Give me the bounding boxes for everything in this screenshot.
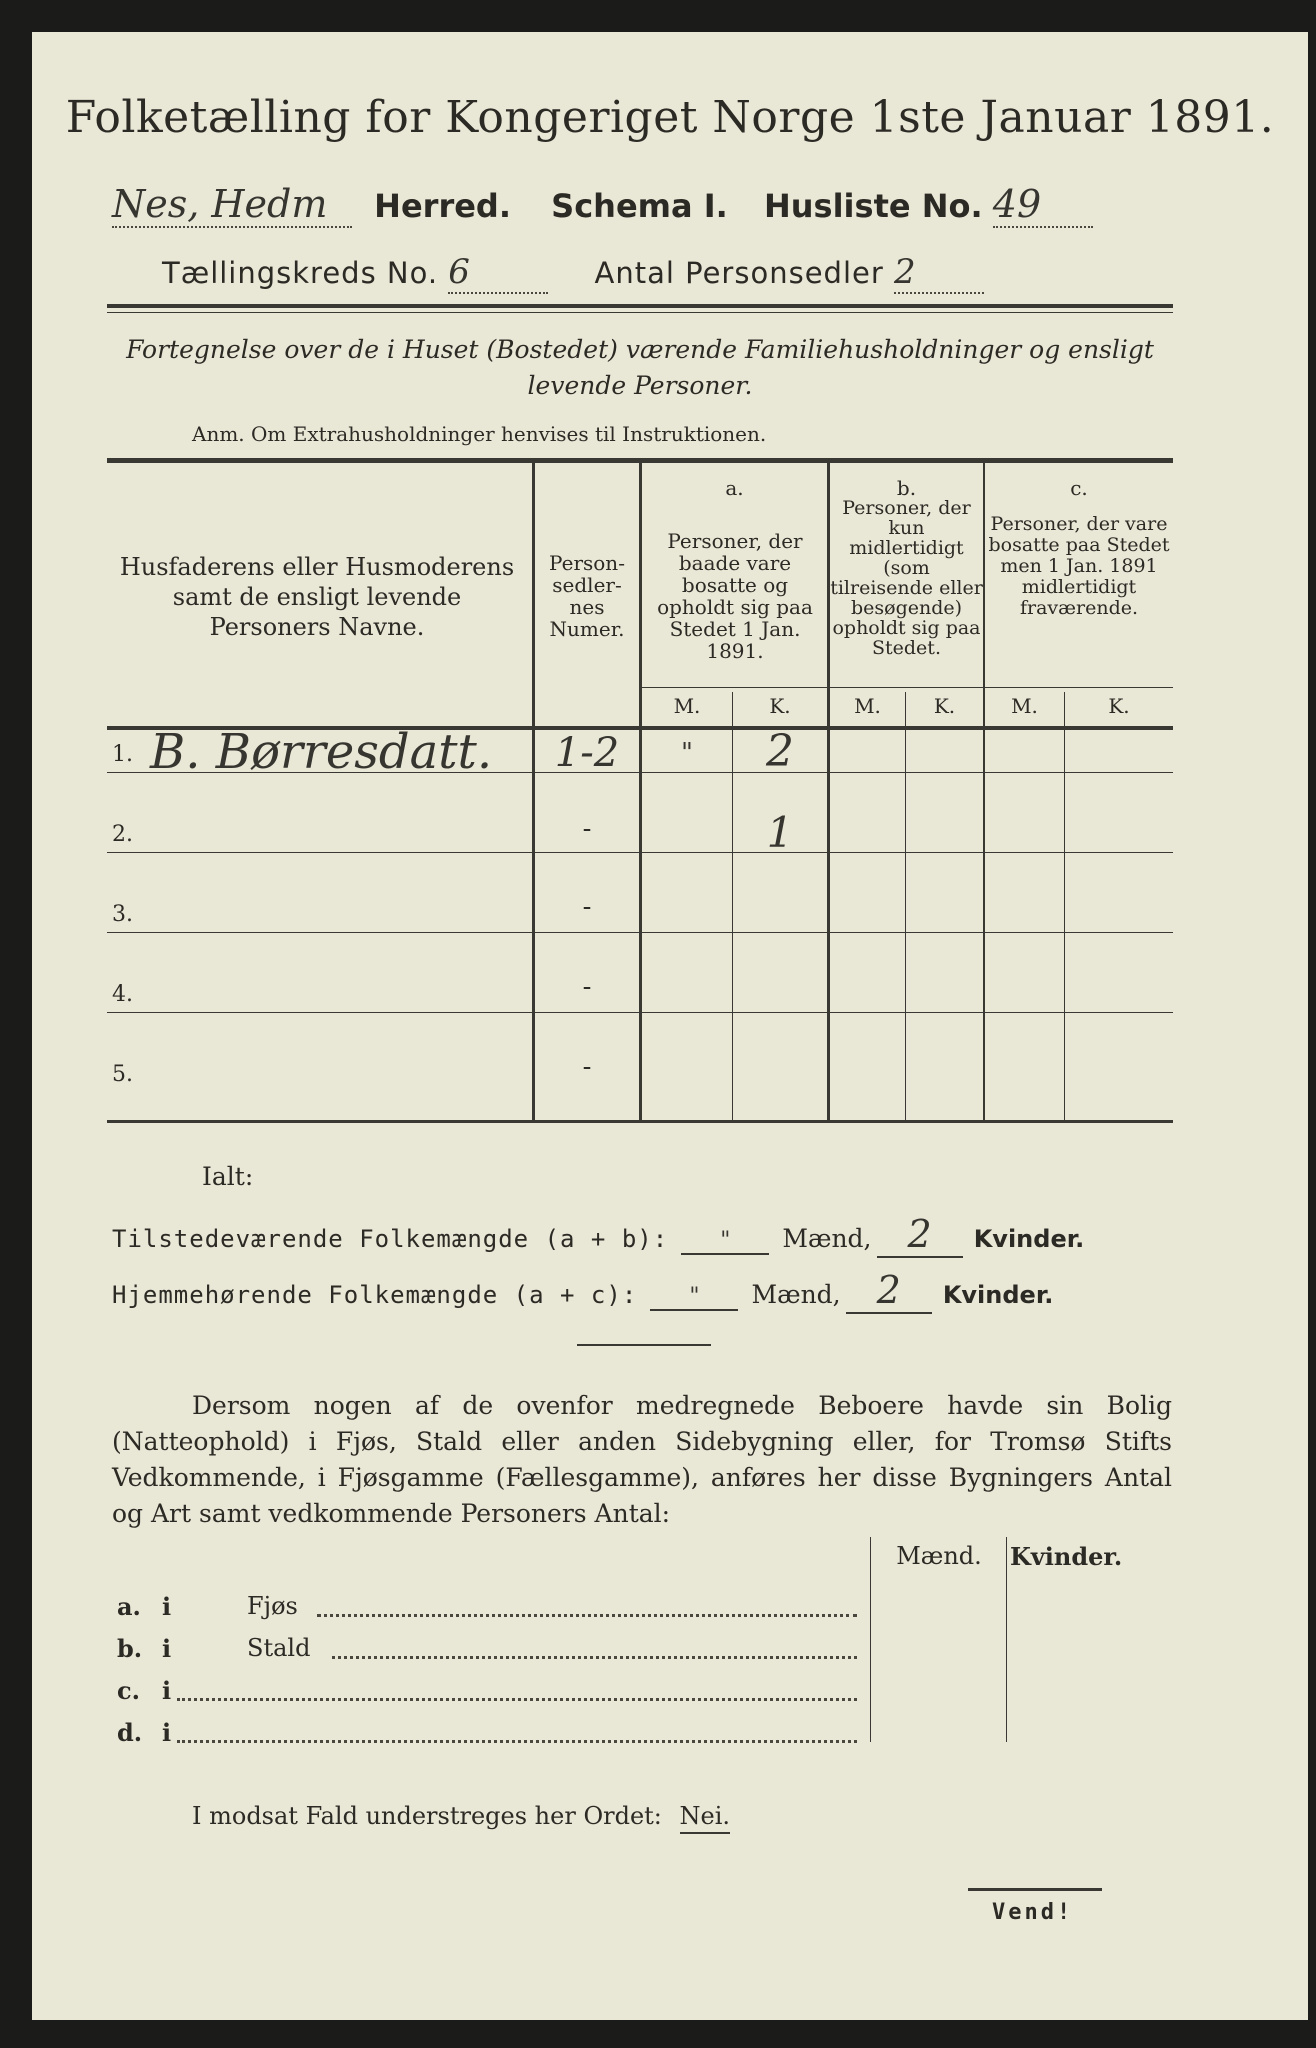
hjemme-label: Hjemmehørende Folkemængde (a + c): — [112, 1281, 638, 1309]
personsedler-label: Antal Personsedler — [594, 256, 884, 290]
item-c-prefix: i — [162, 1676, 172, 1705]
item-a-text: Fjøs — [247, 1592, 298, 1620]
col-sep-1 — [532, 463, 535, 1120]
hjemme-m: " — [650, 1284, 738, 1311]
row-line-4 — [107, 1012, 1173, 1013]
intro-text: Fortegnelse over de i Huset (Bostedet) værende Familiehusholdninger og ensligt levende Personer. — [126, 335, 1154, 400]
mk-sep-c — [1064, 692, 1065, 1120]
hjemme-maend: Mænd, — [751, 1280, 841, 1309]
row-4-numer: - — [582, 972, 592, 1002]
item-c-leader — [177, 1698, 857, 1701]
col-sep-4 — [983, 463, 985, 1120]
sub-b-k: K. — [933, 694, 956, 718]
row-3-num: 3. — [112, 902, 133, 927]
item-c-letter: c. — [117, 1676, 140, 1705]
personsedler-value: 2 — [894, 252, 984, 294]
col-a-letter: a. — [725, 476, 744, 500]
kreds-label: Tællingskreds No. — [162, 256, 439, 290]
herred-label: Herred. — [374, 187, 511, 225]
modsat-text: I modsat Fald understreges her Ordet: — [192, 1802, 662, 1830]
row-1-numer: 1-2 — [554, 730, 620, 776]
row-line-2 — [107, 852, 1173, 853]
hjemme-kvinder: Kvinder. — [942, 1281, 1054, 1309]
sub-b-m: M. — [854, 694, 881, 718]
kreds-line — [162, 252, 984, 294]
vend-text: Vend! — [992, 1900, 1074, 1925]
tilstede-label: Tilstedeværende Folkemængde (a + b): — [112, 1225, 669, 1253]
item-d-leader — [177, 1740, 857, 1743]
col-c-text: Personer, der vare bosatte paa Stedet men 1 Jan. 1891 midlertidigt fraværende. — [988, 513, 1170, 619]
row-5-num: 5. — [112, 1062, 133, 1087]
item-b-letter: b. — [117, 1634, 143, 1663]
item-d-prefix: i — [162, 1718, 172, 1747]
col-name-header: Husfaderens eller Husmoderens samt de ensligt levende Personers Navne. — [119, 553, 515, 641]
intro-note: Anm. Om Extrahusholdninger henvises til Instruktionen. — [192, 422, 767, 446]
row-3-numer: - — [582, 892, 592, 922]
item-b-text: Stald — [247, 1634, 311, 1662]
row-5-numer: - — [582, 1052, 592, 1082]
tilstede-m: " — [681, 1228, 769, 1255]
row-2-a-k: 1 — [766, 808, 794, 857]
modsat-line — [192, 1802, 730, 1830]
sub-a-m: M. — [673, 694, 701, 718]
vend-rule — [968, 1888, 1102, 1891]
row-2-numer: - — [582, 814, 592, 844]
col-sep-2 — [639, 463, 642, 1120]
header-rule-thin — [107, 312, 1173, 313]
item-b-leader — [332, 1656, 857, 1659]
form-title: Folketælling for Kongeriget Norge 1ste Januar 1891. — [65, 92, 1275, 143]
tilstede-line — [112, 1212, 1182, 1258]
col-numer-header: Person-sedler-nes Numer. — [549, 551, 625, 641]
herred-value: Nes, Hedm — [112, 182, 352, 228]
item-a-leader — [317, 1614, 857, 1617]
census-form — [32, 32, 1308, 2020]
sub-c-m: M. — [1011, 694, 1038, 718]
row-line-3 — [107, 932, 1173, 933]
col-b-text: Personer, der kun midlertidigt (som tilreisende eller besøgende) opholdt sig paa Stedet. — [830, 497, 983, 659]
small-col-sep-1 — [870, 1537, 871, 1742]
row-1-a-m: " — [681, 738, 693, 768]
mk-sep-b — [905, 692, 906, 1120]
item-d-letter: d. — [117, 1718, 143, 1747]
sub-c-k: K. — [1108, 694, 1130, 718]
hjemme-line — [112, 1268, 1182, 1314]
sub-a-k: K. — [769, 694, 791, 718]
husliste-label: Husliste No. — [763, 187, 983, 225]
row-2-num: 2. — [112, 822, 133, 847]
row-4-num: 4. — [112, 982, 133, 1007]
col-b-letter: b. — [896, 476, 917, 500]
tilstede-maend: Mænd, — [782, 1224, 872, 1253]
footer-paragraph: Dersom nogen af de ovenfor medregnede Beboere havde sin Bolig (Natteophold) i Fjøs, Stald eller anden Sidebygning eller, for Tromsø Stifts Vedkommende, i Fjøsgamme (Fællesgamme), anføres her disse Bygningers Antal og Art samt vedkommende Personers Antal: — [112, 1391, 1172, 1528]
item-b-prefix: i — [162, 1634, 172, 1663]
col-a-text: Personer, der baade vare bosatte og opholdt sig paa Stedet 1 Jan. 1891. — [657, 529, 813, 663]
tilstede-k: 2 — [877, 1212, 963, 1258]
kreds-value: 6 — [448, 252, 548, 294]
row-1-num: 1. — [112, 742, 133, 767]
row-1-a-k: 2 — [766, 726, 794, 777]
schema-label: Schema I. — [551, 187, 728, 225]
hjemme-k: 2 — [846, 1268, 932, 1314]
husliste-value: 49 — [993, 182, 1093, 228]
ialt-label: Ialt: — [202, 1162, 254, 1191]
mk-top-line — [642, 687, 1173, 688]
header-rule — [107, 304, 1173, 308]
table-bottom-rule — [107, 1120, 1173, 1123]
row-1-name: B. Børresdatt. — [150, 724, 493, 780]
item-a-letter: a. — [117, 1592, 141, 1621]
small-col-kvinder: Kvinder. — [1010, 1542, 1123, 1571]
section-divider — [577, 1344, 711, 1346]
small-col-sep-2 — [1006, 1537, 1007, 1742]
nei-word: Nei. — [680, 1802, 731, 1834]
col-c-letter: c. — [1070, 476, 1088, 500]
tilstede-kvinder: Kvinder. — [973, 1225, 1085, 1253]
small-col-maend: Mænd. — [896, 1542, 982, 1570]
herred-line — [112, 182, 1093, 228]
item-a-prefix: i — [162, 1592, 172, 1621]
